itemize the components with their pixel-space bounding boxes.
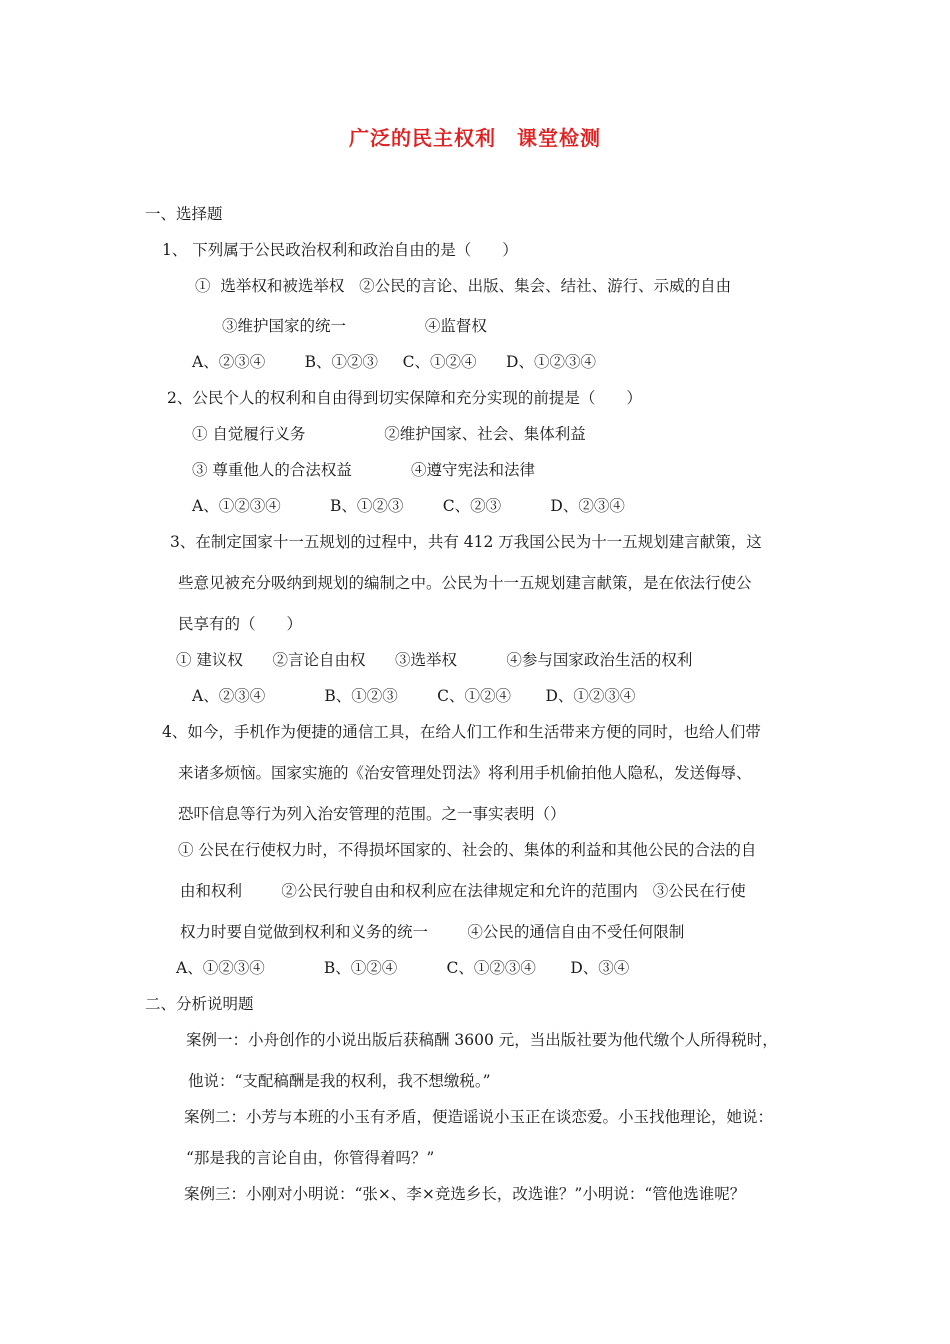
question-2-options-line-2: ③ 尊重他人的合法权益 ④遵守宪法和法律 [192, 461, 536, 479]
question-4-stem-line-3: 恐吓信息等行为列入治安管理的范围。之一事实表明（） [178, 805, 566, 823]
question-2-stem: 2、公民个人的权利和自由得到切实保障和充分实现的前提是（ ） [167, 389, 642, 407]
question-1-stem: 1、 下列属于公民政治权利和政治自由的是（ ） [162, 241, 518, 259]
question-3-answers: A、②③④ B、①②③ C、①②④ D、①②③④ [192, 687, 636, 705]
page-title: 广泛的民主权利 课堂检测 [349, 126, 601, 150]
case-1-line-1: 案例一：小舟创作的小说出版后获稿酬 3600 元，当出版社要为他代缴个人所得税时， [186, 1031, 778, 1049]
section-heading-analysis: 二、分析说明题 [145, 995, 254, 1013]
question-4-stem-line-1: 4、如今，手机作为便捷的通信工具，在给人们工作和生活带来方便的同时，也给人们带 [162, 723, 761, 741]
question-1-options-line-1: ① 选举权和被选举权 ②公民的言论、出版、集会、结社、游行、示威的自由 [195, 277, 732, 295]
question-4-options-line-2: 由和权利 ②公民行驶自由和权利应在法律规定和允许的范围内 ③公民在行使 [180, 882, 746, 900]
section-heading-choice: 一、选择题 [145, 205, 223, 223]
question-3-options: ① 建议权 ②言论自由权 ③选举权 ④参与国家政治生活的权利 [176, 651, 693, 669]
case-2-line-2: “那是我的言论自由，你管得着吗？” [186, 1149, 435, 1167]
question-3-stem-line-3: 民享有的（ ） [178, 615, 303, 633]
question-3-stem-line-1: 3、在制定国家十一五规划的过程中，共有 412 万我国公民为十一五规划建言献策，这 [170, 533, 762, 551]
question-4-stem-line-2: 来诸多烦恼。国家实施的《治安管理处罚法》将利用手机偷拍他人隐私，发送侮辱、 [178, 764, 752, 782]
question-4-options-line-3: 权力时要自觉做到权利和义务的统一 ④公民的通信自由不受任何限制 [180, 923, 685, 941]
case-1-line-2: 他说：“支配稿酬是我的权利，我不想缴税。” [188, 1072, 491, 1090]
question-1-answers: A、②③④ B、①②③ C、①②④ D、①②③④ [192, 353, 596, 371]
case-3-line-1: 案例三：小刚对小明说：“张×、李×竞选乡长，改选谁？”小明说：“管他选谁呢？ [184, 1185, 746, 1203]
question-2-options-line-1: ① 自觉履行义务 ②维护国家、社会、集体利益 [192, 425, 586, 443]
question-1-options-line-2: ③维护国家的统一 ④监督权 [222, 317, 487, 335]
question-4-answers: A、①②③④ B、①②④ C、①②③④ D、③④ [176, 959, 630, 977]
question-3-stem-line-2: 些意见被充分吸纳到规划的编制之中。公民为十一五规划建言献策，是在依法行使公 [178, 574, 752, 592]
question-2-answers: A、①②③④ B、①②③ C、②③ D、②③④ [192, 497, 625, 515]
question-4-options-line-1: ① 公民在行使权力时，不得损坏国家的、社会的、集体的利益和其他公民的合法的自 [178, 841, 757, 859]
case-2-line-1: 案例二：小芳与本班的小玉有矛盾，便造谣说小玉正在谈恋爱。小玉找他理论，她说： [184, 1108, 774, 1126]
